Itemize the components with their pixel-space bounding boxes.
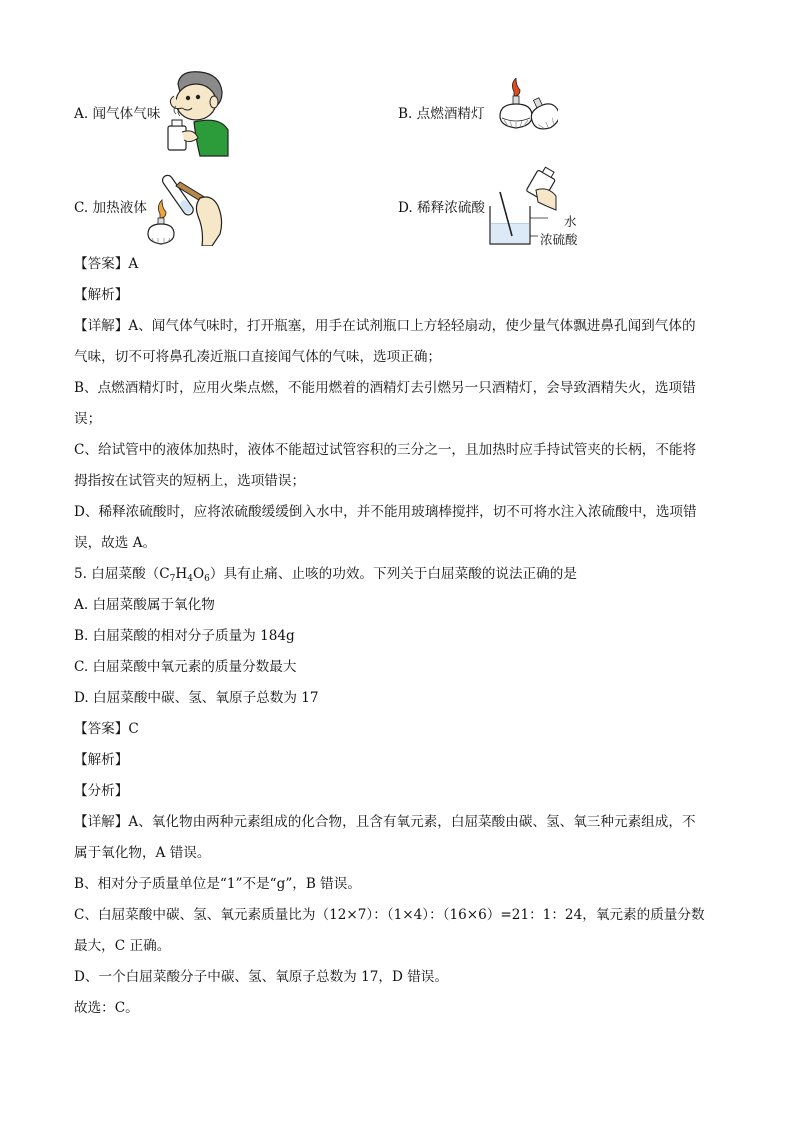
- q4-answer: 【答案】A: [74, 256, 139, 272]
- formula-element: H: [175, 566, 188, 582]
- q5-detail-line: C、白屈菜酸中碳、氢、氧元素质量比为（12×7）：（1×4）：（16×6）=21：1：24，氧元素的质量分数: [74, 907, 705, 923]
- q5-option: A. 白屈菜酸属于氧化物: [74, 597, 215, 613]
- q5-stem-post: ）具有止痛、止咳的功效。下列关于白屈菜酸的说法正确的是: [209, 566, 577, 582]
- q4-detail-line: B、点燃酒精灯时，应用火柴点燃，不能用燃着的酒精灯去引燃另一只酒精灯，会导致酒精失火，选项错: [74, 380, 696, 396]
- q4-detail-line: C、给试管中的液体加热时，液体不能超过试管容积的三分之一，且加热时应手持试管夹的长柄，不能将: [74, 442, 697, 458]
- q5-detail-line: 【详解】A、氧化物由两种元素组成的化合物，且含有氧元素，白屈菜酸由碳、氢、氧三种元素组成，不: [74, 814, 696, 830]
- q4-option-d: D. 稀释浓硫酸: [398, 200, 486, 216]
- q4-option-a: A. 闻气体气味: [74, 106, 161, 122]
- q4-detail-line: 误，故选 A。: [74, 535, 157, 551]
- water-label: 水: [564, 214, 577, 229]
- formula-sub: 6: [204, 574, 210, 584]
- q5-detail-line: 最大，C 正确。: [74, 938, 171, 954]
- q5-detail-line: 故选：C。: [74, 1000, 139, 1016]
- formula-element: O: [193, 566, 205, 582]
- q4-detail-line: D、稀释浓硫酸时，应将浓硫酸缓缓倒入水中，并不能用玻璃棒搅拌，切不可将水注入浓硫酸中，选项错: [74, 504, 697, 520]
- q4-detail-line: 气味，切不可将鼻孔凑近瓶口直接闻气体的气味，选项正确；: [74, 349, 442, 365]
- q5-detail-line: 属于氧化物，A 错误。: [74, 845, 211, 861]
- q4-option-b: B. 点燃酒精灯: [398, 106, 485, 122]
- q4-detail-line: 【详解】A、闻气体气味时，打开瓶塞，用手在试剂瓶口上方轻轻扇动，使少量气体飘进鼻孔闻到气体的: [74, 318, 696, 334]
- q5-analysis-title: 【解析】: [74, 752, 129, 768]
- q4-analysis-title: 【解析】: [74, 287, 129, 303]
- formula-sub: 4: [187, 574, 193, 584]
- conc-acid-label: 浓硫酸: [540, 232, 578, 247]
- q4-detail-line: 拇指按在试管夹的短柄上，选项错误；: [74, 473, 306, 489]
- q5-detail-line: B、相对分子质量单位是“1”不是“g”，B 错误。: [74, 876, 361, 892]
- q5-option: C. 白屈菜酸中氧元素的质量分数最大: [74, 659, 297, 675]
- formula-sub: 7: [169, 574, 176, 584]
- q5-option: B. 白屈菜酸的相对分子质量为 184g: [74, 628, 295, 644]
- q4-option-c: C. 加热液体: [74, 200, 147, 216]
- light-alcohol-lamp-figure: [494, 78, 558, 146]
- heat-liquid-figure: [146, 168, 226, 246]
- q5-option: D. 白屈菜酸中碳、氢、氧原子总数为 17: [74, 690, 319, 706]
- q5-stem-pre: 5. 白屈菜酸（C: [74, 566, 170, 582]
- q5-analysis-sub: 【分析】: [74, 783, 129, 799]
- q5-answer: 【答案】C: [74, 721, 139, 737]
- smell-gas-figure: [160, 70, 230, 158]
- q5-detail-line: D、一个白屈菜酸分子中碳、氢、氧原子总数为 17，D 错误。: [74, 969, 448, 985]
- q4-detail-line: 误；: [74, 411, 102, 427]
- q5-stem: [74, 564, 577, 584]
